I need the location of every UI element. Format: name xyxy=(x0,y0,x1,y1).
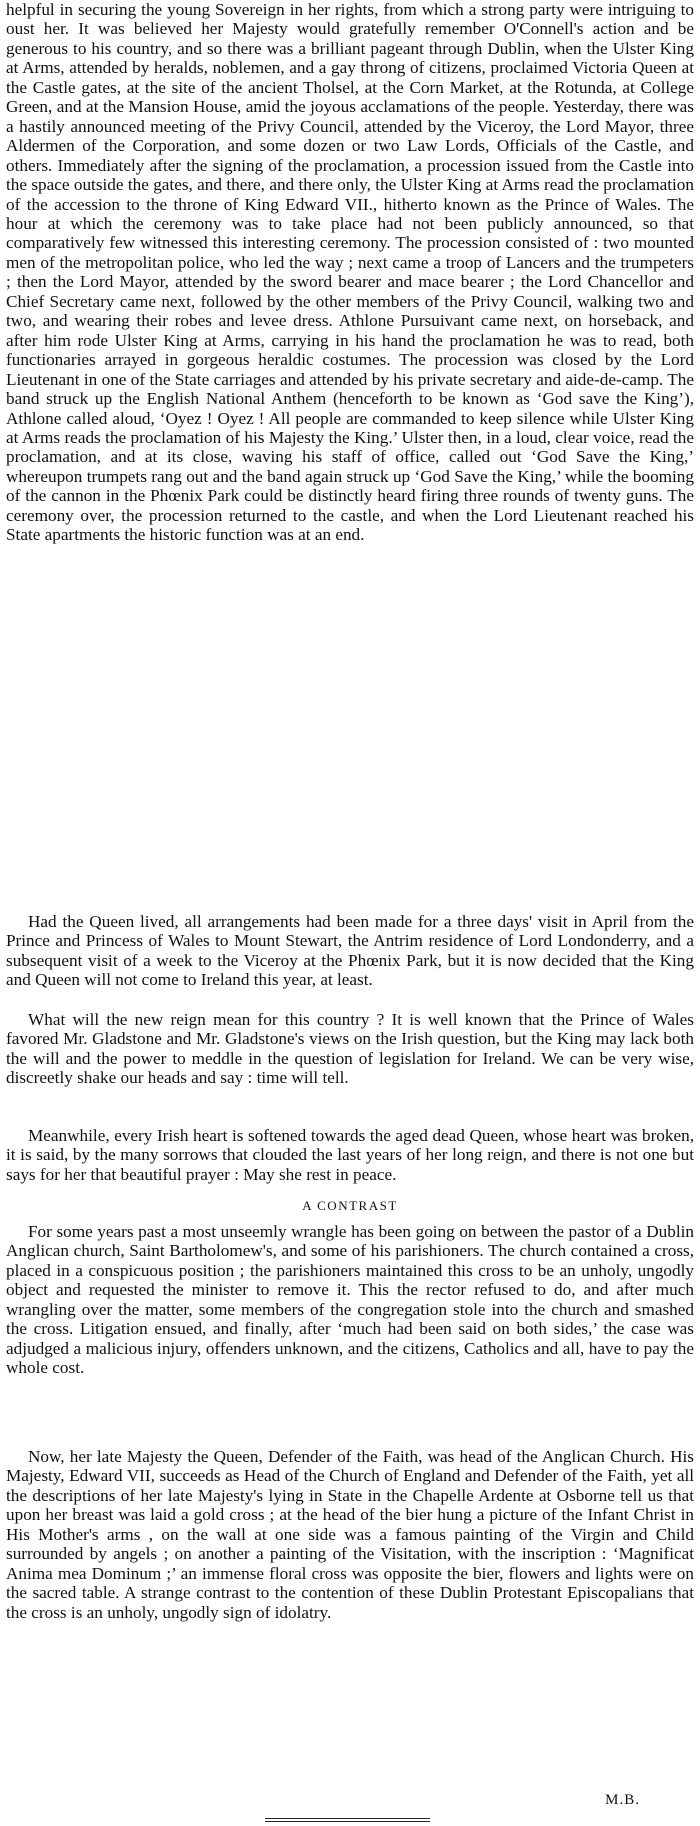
closing-rule xyxy=(265,1818,430,1819)
article-paragraph-royal-visit: Had the Queen lived, all arrangements had been made for a three days' visit in April from the Prince and Princess of Wales to Mount Stewart, the Antrim residence of Lord Londonderry, and a subsequent visit of a week to the Viceroy at the Phœnix Park, but it is now decided that the King and Queen will not come to Ireland this year, at least. xyxy=(6,912,694,990)
author-signature: M.B. xyxy=(605,1792,640,1808)
contrast-paragraph-late-majesty: Now, her late Majesty the Queen, Defender of the Faith, was head of the Anglican Church. His Majesty, Edward VII, succeeds as Head of the Church of England and Defender of the Faith, yet all the descriptions of her late Majesty's lying in State in the Chapelle Ardente at Osborne tell us that upon her breast was laid a gold cross ; at the head of the bier hung a picture of the Infant Christ in His Mother's arms , on the wall at one side was a famous painting of the Virgin and Child surrounded by angels ; on another a painting of the Visitation, with the inscription : ‘Magnificat Anima mea Dominum ;’ an immense floral cross was opposite the bier, flowers and lights were on the sacred table. A strange contrast to the contention of these Dublin Protestant Episcopalians that the cross is an unholy, ungodly sign of idolatry. xyxy=(6,1447,694,1622)
article-paragraph-meanwhile: Meanwhile, every Irish heart is softened towards the aged dead Queen, whose heart was broken, it is said, by the many sorrows that clouded the last years of her long reign, and there is not one but says for her that beautiful prayer : May she rest in peace. xyxy=(6,1126,694,1184)
section-heading: A CONTRAST xyxy=(302,1198,398,1213)
article-paragraph-proclamation: helpful in securing the young Sovereign in her rights, from which a strong party were intriguing to oust her. It was believed her Majesty would gratefully remember O'Connell's action and be generous to his country, and so there was a brilliant pageant through Dublin, when the Ulster King at Arms, attended by heralds, noblemen, and a gay throng of citizens, proclaimed Victoria Queen at the Castle gates, at the site of the ancient Tholsel, at the Corn Market, at the Rotunda, at College Green, and at the Mansion House, amid the joyous acclamations of the people. Yesterday, there was a hastily announced meeting of the Privy Council, attended by the Viceroy, the Lord Mayor, three Aldermen of the Corporation, and some dozen or two Law Lords, Officials of the Castle, and others. Immediately after the signing of the proclamation, a procession issued from the Castle into the space outside the gates, and there, and there only, the Ulster King at Arms read the proclamation of the accession to the throne of King Edward VII., hitherto known as the Prince of Wales. The hour at which the ceremony was to take place had not been publicly announced, so that comparatively few witnessed this interesting ceremony. The procession consisted of : two mounted men of the metropolitan police, who led the way ; next came a troop of Lancers and the trumpeters ; then the Lord Mayor, attended by the sword bearer and mace bearer ; the Lord Chancellor and Chief Secretary came next, followed by the other members of the Privy Council, walking two and two, and wearing their robes and levee dress. Athlone Pursuivant came next, on horseback, and after him rode Ulster King at Arms, carrying in his hand the proclamation he was to read, both functionaries arrayed in gorgeous heraldic costumes. The procession was closed by the Lord Lieutenant in one of the State carriages and attended by his private secretary and aide-de-camp. The band struck up the English National Anthem (henceforth to be known as ‘God save the King’), Athlone called aloud, ‘Oyez ! Oyez ! All people are commanded to keep silence while Ulster King at Arms reads the proclamation of his Majesty the King.’ Ulster then, in a loud, clear voice, read the proclamation, and at its close, waving his staff of office, called out ‘God Save the King,’ whereupon trumpets rang out and the band again struck up ‘God Save the King,’ while the booming of the cannon in the Phœnix Park could be distinctly heard firing three rounds of twenty guns. The ceremony over, the procession returned to the castle, and when the Lord Lieutenant reached his State apartments the historic function was at an end. xyxy=(6,0,694,545)
contrast-paragraph-wrangle: For some years past a most unseemly wrangle has been going on between the pastor of a Dublin Anglican church, Saint Bartholomew's, and some of his parishioners. The church contained a cross, placed in a conspicuous position ; the parishioners maintained this cross to be an unholy, ungodly object and requested the minister to remove it. This the rector refused to do, and after much wrangling over the matter, some members of the congregation stole into the church and smashed the cross. Litigation ensued, and finally, after ‘much had been said on both sides,’ the case was adjudged a malicious injury, offenders unknown, and the citizens, Catholics and all, have to pay the whole cost. xyxy=(6,1222,694,1378)
closing-rule-double xyxy=(265,1821,430,1822)
article-column xyxy=(6,0,694,1731)
article-paragraph-new-reign: What will the new reign mean for this country ? It is well known that the Prince of Wales favored Mr. Gladstone and Mr. Gladstone's views on the Irish question, but the King may lack both the will and the power to meddle in the question of legislation for Ireland. We can be very wise, discreetly shake our heads and say : time will tell. xyxy=(6,1010,694,1088)
